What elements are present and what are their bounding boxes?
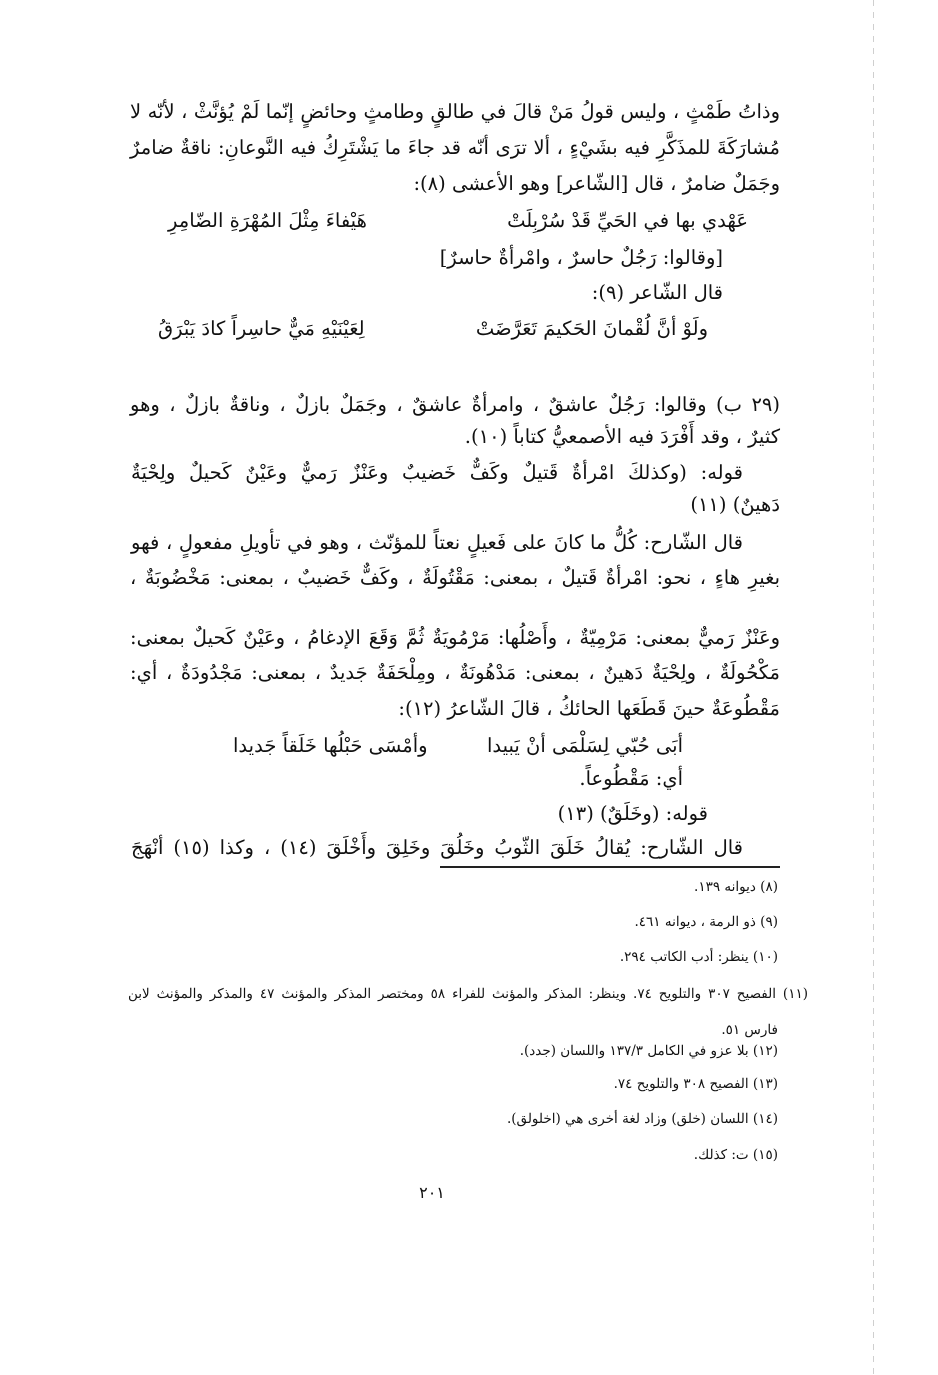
text-line-10: قال الشّارح: كُلُّ ما كانَ على فَعيلٍ نعتاً للمؤنّث ، وهو في تأويلِ مفعولٍ ، فهو (131, 531, 743, 554)
footnote-12: (١٢) بلا عزو في الكامل ١٣٧/٣ واللسان (جدد). (519, 1043, 778, 1059)
footnote-separator (440, 866, 780, 868)
text-line-15: أي: مَقْطُوعاً. (579, 767, 683, 790)
scan-edge-line (873, 0, 874, 1375)
verse-3-second-half: وأمْسَى حَبْلُها خَلَقاً جَديدا (233, 734, 428, 757)
text-line-9: دَهينٌ) (١١) (690, 493, 780, 516)
footnote-14: (١٤) اللسان (خلق) وزاد لغة أخرى هي (اخلولق). (507, 1111, 778, 1127)
text-line-3: وجَمَلٌ ضامرٌ ، قال [الشّاعر] وهو الأعشى (٨): (413, 172, 780, 195)
verse-2-first-half: ولَوْ أنَّ لُقْمانَ الحَكيمَ تَعَرَّضَتْ (475, 317, 708, 340)
text-line-17: قال الشّارح: يُقالُ خَلَقَ الثّوبُ وخَلُقَ وخَلِقَ وأَخْلَقَ (١٤) ، وكذا (١٥) أنْهَجَ (131, 836, 743, 859)
text-line-8: قوله: (وكذلكَ امْرأةٌ قَتيلٌ وكَفٌّ خَضيبٌ وعَنْزٌ رَميٌّ وعَيْنٌ كَحيلٌ ولِحْيَةٌ (131, 461, 743, 484)
footnote-13: (١٣) الفصيح ٣٠٨ والتلويح ٧٤. (613, 1076, 778, 1092)
text-line-4: [وقالوا: رَجُلٌ حاسرٌ ، وامْرأةٌ حاسرٌ] (439, 246, 723, 269)
footnote-15: (١٥) ت: كذلك. (693, 1147, 778, 1163)
page-number: ٢٠١ (419, 1183, 445, 1202)
text-line-12: وعَنْزٌ رَميٌّ بمعنى: مَرْمِيّةٌ ، وأَصْلُها: مَرْمُويَةٌ ثُمَّ وَقَعَ الإدغامُ ، وعَيْنٌ كَحيلٌ بمعنى: (130, 626, 780, 649)
footnote-9: (٩) ذو الرمة ، ديوانه ٤٦١. (634, 914, 778, 930)
text-line-2: مُشارَكَةَ للمذَكَّرِ فيه بشَيْءٍ ، ألا ترَى أنّه قد جاءَ ما يَشْتَرِكُ فيه النَّوعانِ: ناقةٌ ضامرٌ (130, 136, 780, 159)
text-line-1: وذاتُ طَمْثٍ ، وليس قولُ مَنْ قالَ في طالقٍ وطامثٍ وحائضٍ إنّما لَمْ يُؤنَّثْ ، لأنّه لا (130, 100, 780, 123)
footnote-10: (١٠) ينظر: أدب الكاتب ٢٩٤. (619, 949, 778, 965)
poem-verse-3 (233, 731, 683, 761)
poem-verse-2 (158, 314, 708, 344)
poem-verse-1 (168, 206, 748, 236)
verse-1-second-half: هَيْفاءَ مِثْلَ المُهْرَةِ الضّامِرِ (168, 209, 367, 232)
text-line-5: قال الشّاعر (٩): (591, 281, 723, 304)
verse-3-first-half: أبَى حُبّي لِسَلْمَى أنْ يَبيدا (487, 734, 683, 757)
text-line-11: بغيرِ هاءٍ ، نحو: امْرأةٌ قَتيلٌ ، بمعنى: مَقْتُولَةٌ ، وكَفٌّ خَضيبٌ ، بمعنى: مَخْضُوبَةٌ ، (130, 566, 780, 589)
text-line-7: كثيرٌ ، وقد أَفْرَدَ فيه الأصمعيُّ كتاباً (١٠). (464, 425, 780, 448)
footnote-8: (٨) ديوانه ١٣٩. (694, 879, 778, 895)
verse-1-first-half: عَهْدي بها في الحَيِّ قَدْ سُرْبِلَتْ (507, 209, 748, 232)
text-line-6: (٢٩ ب) وقالوا: رَجُلٌ عاشقٌ ، وامرأةٌ عاشقٌ ، وجَمَلٌ بازلٌ ، وناقةٌ بازلٌ ، وهو (130, 393, 780, 416)
footnote-11-cont: فارس ٥١. (721, 1022, 778, 1038)
text-line-13: مَكْحُولَةٌ ، ولِحْيَةٌ دَهينٌ ، بمعنى: مَدْهُونَةٌ ، ومِلْحَفَةٌ جَديدٌ ، بمعنى: مَجْدُودَةٌ ، أي: (130, 661, 780, 684)
verse-2-second-half: لِعَيْنَيْهِ مَيٌّ حاسِراً كادَ يَبْرَقُ (158, 317, 365, 340)
footnote-11: (١١) الفصيح ٣٠٧ والتلويح ٧٤. وينظر: المذكر والمؤنث للفراء ٥٨ ومختصر المذكر والمؤنث ٤٧ والمذكر والمؤنث لابن (128, 986, 808, 1002)
text-line-16: قوله: (وخَلَقٌ) (١٣) (557, 802, 708, 825)
text-line-14: مَقْطُوعَةٌ حينَ قَطَعَها الحائكُ ، قالَ الشّاعرُ (١٢): (398, 697, 780, 720)
